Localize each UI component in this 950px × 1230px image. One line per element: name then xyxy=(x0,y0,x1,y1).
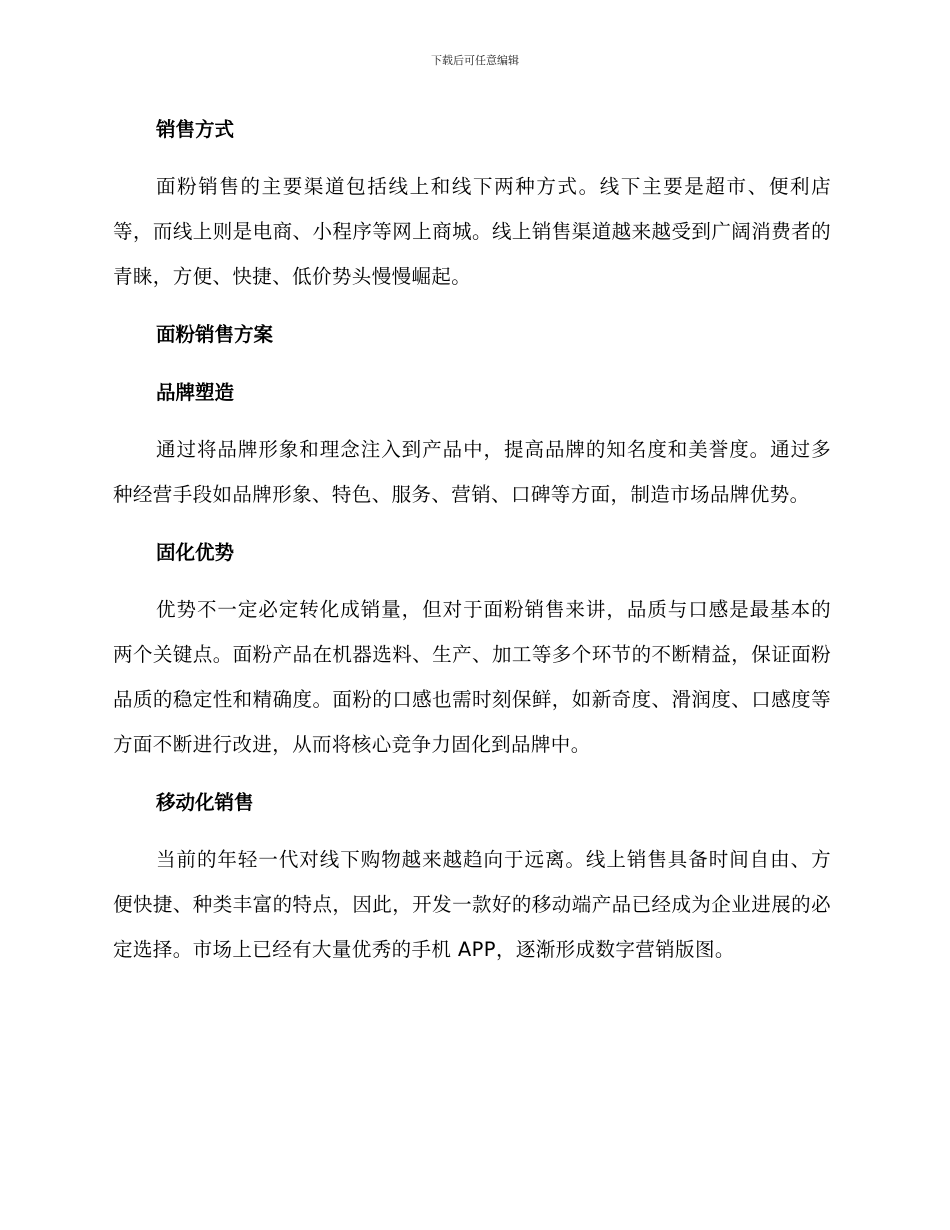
paragraph-sales-method: 面粉销售的主要渠道包括线上和线下两种方式。线下主要是超市、便利店等，而线上则是电商、小程序等网上商城。线上销售渠道越来越受到广阔消费者的青睐，方便、快捷、低价势头慢慢崛起。 xyxy=(113,175,831,288)
paragraph-branding: 通过将品牌形象和理念注入到产品中，提高品牌的知名度和美誉度。通过多种经营手段如品牌形象、特色、服务、营销、口碑等方面，制造市场品牌优势。 xyxy=(113,438,831,506)
section-title-sales-method: 销售方式 xyxy=(156,118,235,141)
paragraph-advantage: 优势不一定必定转化成销量，但对于面粉销售来讲，品质与口感是最基本的两个关键点。面粉产品在机器选料、生产、加工等多个环节的不断精益，保证面粉品质的稳定性和精确度。面粉的口感也需时刻保鲜，如新奇度、滑润度、口感度等方面不断进行改进，从而将核心竞争力固化到品牌中。 xyxy=(113,598,831,756)
document-body xyxy=(113,108,831,972)
paragraph-mobile: 当前的年轻一代对线下购物越来越趋向于远离。线上销售具备时间自由、方便快捷、种类丰富的特点，因此，开发一款好的移动端产品已经成为企业进展的必定选择。市场上已经有大量优秀的手机 APP，逐渐形成数字营销版图。 xyxy=(113,848,831,961)
section-title-branding: 品牌塑造 xyxy=(156,381,235,404)
section-title-sales-plan: 面粉销售方案 xyxy=(156,323,274,346)
section-title-advantage: 固化优势 xyxy=(156,541,235,564)
section-title-mobile: 移动化销售 xyxy=(156,791,254,814)
page-header-note: 下载后可任意编辑 xyxy=(431,54,519,67)
